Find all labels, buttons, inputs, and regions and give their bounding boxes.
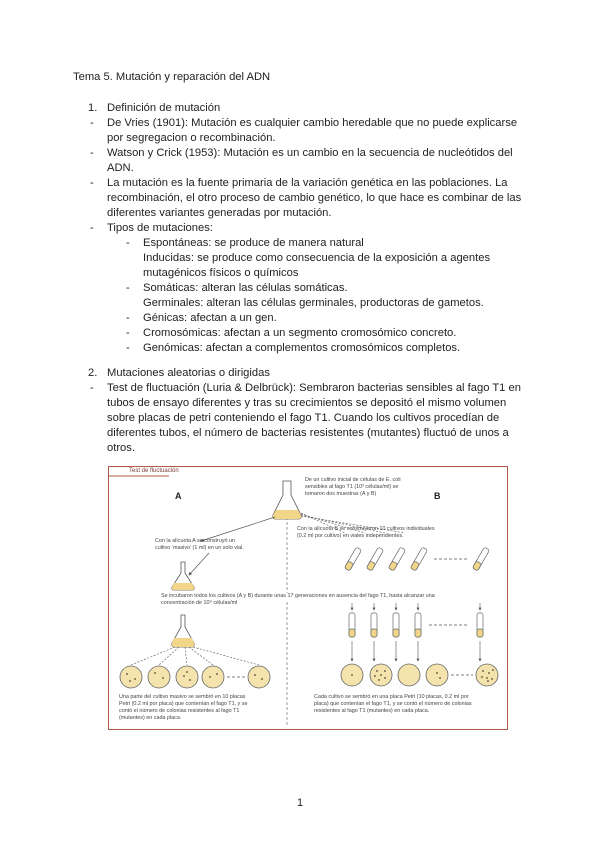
- bullet-dash: -: [90, 117, 94, 129]
- section-1-number: 1.: [88, 102, 98, 114]
- top-note-line2: sensibles al fago T1 (10³ células/ml) se: [305, 484, 399, 490]
- bullet-watson-line1: Watson y Crick (1953): Mutación es un cambio en la secuencia de nucleótidos del: [107, 147, 513, 159]
- b-bottom-line1: Cada cultivo se sembró en una placa Petri (10 placas, 0.2 ml por: [314, 694, 469, 700]
- plates-a: [120, 666, 270, 688]
- a-note-line1: Con la alícuota A se construyó un: [155, 538, 236, 544]
- sub-bullet-dash: -: [126, 237, 130, 249]
- mid-note-line2: concentración de 10⁹ células/ml: [161, 600, 238, 606]
- b-note-line2: (0.2 ml por cultivo) en viales independientes.: [297, 533, 404, 539]
- figure-header: Test de fluctuación: [129, 468, 179, 474]
- tubes-b-row2: [349, 613, 483, 637]
- label-a: A: [175, 491, 182, 501]
- bullet-dash: -: [90, 177, 94, 189]
- type-germinales: Germinales: alteran las células germinales, productoras de gametos.: [143, 297, 484, 309]
- arrows-a-plates: [131, 647, 259, 665]
- bullet-dash: -: [90, 382, 94, 394]
- bullet-variation-line2: recombinación, el otro proceso de cambio genético, lo que hace es combinar de las: [107, 192, 522, 204]
- fluctuation-line5: otros.: [107, 442, 135, 454]
- fluctuation-test-figure: [108, 466, 508, 730]
- b-bottom-line3: resistentes al fago T1 (mutantes) en cada placa.: [314, 708, 430, 714]
- a-bottom-line1: Una parte del cultivo masivo se sembró en 10 placas: [119, 694, 246, 700]
- section-1-heading: Definición de mutación: [107, 102, 221, 114]
- fluctuation-line4: diferentes tubos, el número de bacterias resistentes (mutantes) fluctuó de unos a: [107, 427, 509, 439]
- bullet-watson-line2: ADN.: [107, 162, 134, 174]
- b-note-line1: Con la alícuota B se construyeron 10 cultivos individuales: [297, 526, 435, 532]
- arrow-to-a-flask: [189, 553, 209, 575]
- bullet-devries-line2: por segregacion o recombinación.: [107, 132, 276, 144]
- type-inducidas-line1: Inducidas: se produce como consecuencia de la exposición a agentes: [143, 252, 491, 264]
- culture-a-flask-2-icon: [172, 615, 195, 647]
- a-note-line2: cultivo ‘masivo’ (1 ml) en un solo vial.: [155, 545, 244, 551]
- a-bottom-line4: (mutantes) en cada placa.: [119, 715, 182, 721]
- top-note-line1: De un cultivo inicial de células de E. coli: [305, 477, 401, 483]
- bullet-devries-line1: De Vries (1901): Mutación es cualquier cambio heredable que no puede explicarse: [107, 117, 518, 129]
- sub-bullet-dash: -: [126, 312, 130, 324]
- bullet-variation-line1: La mutación es la fuente primaria de la variación genética en las poblaciones. La: [107, 177, 508, 189]
- type-somaticas: Somáticas: alteran las células somáticas.: [143, 282, 348, 294]
- type-genicas: Génicas: afectan a un gen.: [143, 312, 277, 324]
- fluctuation-line2: tubos de ensayo diferentes y tras su crecimientos se depositó el mismo volumen: [107, 397, 507, 409]
- section-2-number: 2.: [88, 367, 98, 379]
- type-espontaneas: Espontáneas: se produce de manera natural: [143, 237, 364, 249]
- top-note-line3: tomaron dos muestras (A y B): [305, 491, 377, 497]
- a-bottom-line2: Petri (0.2 ml por placa) que contenían el fago T1, y se: [119, 701, 248, 707]
- plates-b: [341, 664, 498, 686]
- bullet-dash: -: [90, 222, 94, 234]
- bullet-dash: -: [90, 147, 94, 159]
- document-title: Tema 5. Mutación y reparación del ADN: [73, 71, 271, 83]
- section-2-heading: Mutaciones aleatorias o dirigidas: [107, 367, 270, 379]
- bullet-variation-line3: diferentes variantes generadas por mutación.: [107, 207, 332, 219]
- a-bottom-line3: contó el número de colonias resistentes al fago T1: [119, 708, 240, 714]
- tubes-b-row1: [344, 547, 489, 571]
- label-b: B: [434, 491, 441, 501]
- culture-a-flask-icon: [172, 562, 195, 590]
- fluctuation-line3: sobre placas de petri conteniendo el fago T1. Cuando los cultivos procedían de: [107, 412, 500, 424]
- sub-bullet-dash: -: [126, 342, 130, 354]
- mid-note-line1: Se incubaron todos los cultivos (A y B) durante unas 17 generaciones en ausencia del fago T1, hasta alcanzar una: [161, 593, 501, 600]
- page-number: 1: [296, 797, 304, 809]
- type-cromosomicas: Cromosómicas: afectan a un segmento cromosómico concreto.: [143, 327, 457, 339]
- bullet-types-heading: Tipos de mutaciones:: [107, 222, 213, 234]
- fluctuation-line1: Test de fluctuación (Luria & Delbrück): Sembraron bacterias sensibles al fago T1 en: [107, 382, 521, 394]
- type-inducidas-line2: mutagénicos físicos o químicos: [143, 267, 299, 279]
- initial-flask-icon: [273, 481, 301, 519]
- b-bottom-line2: placa) que contenían el fago T1, y se contó el número de colonias: [314, 701, 472, 707]
- sub-bullet-dash: -: [126, 327, 130, 339]
- type-genomicas: Genómicas: afectan a complementos cromosómicos completos.: [143, 342, 461, 354]
- sub-bullet-dash: -: [126, 282, 130, 294]
